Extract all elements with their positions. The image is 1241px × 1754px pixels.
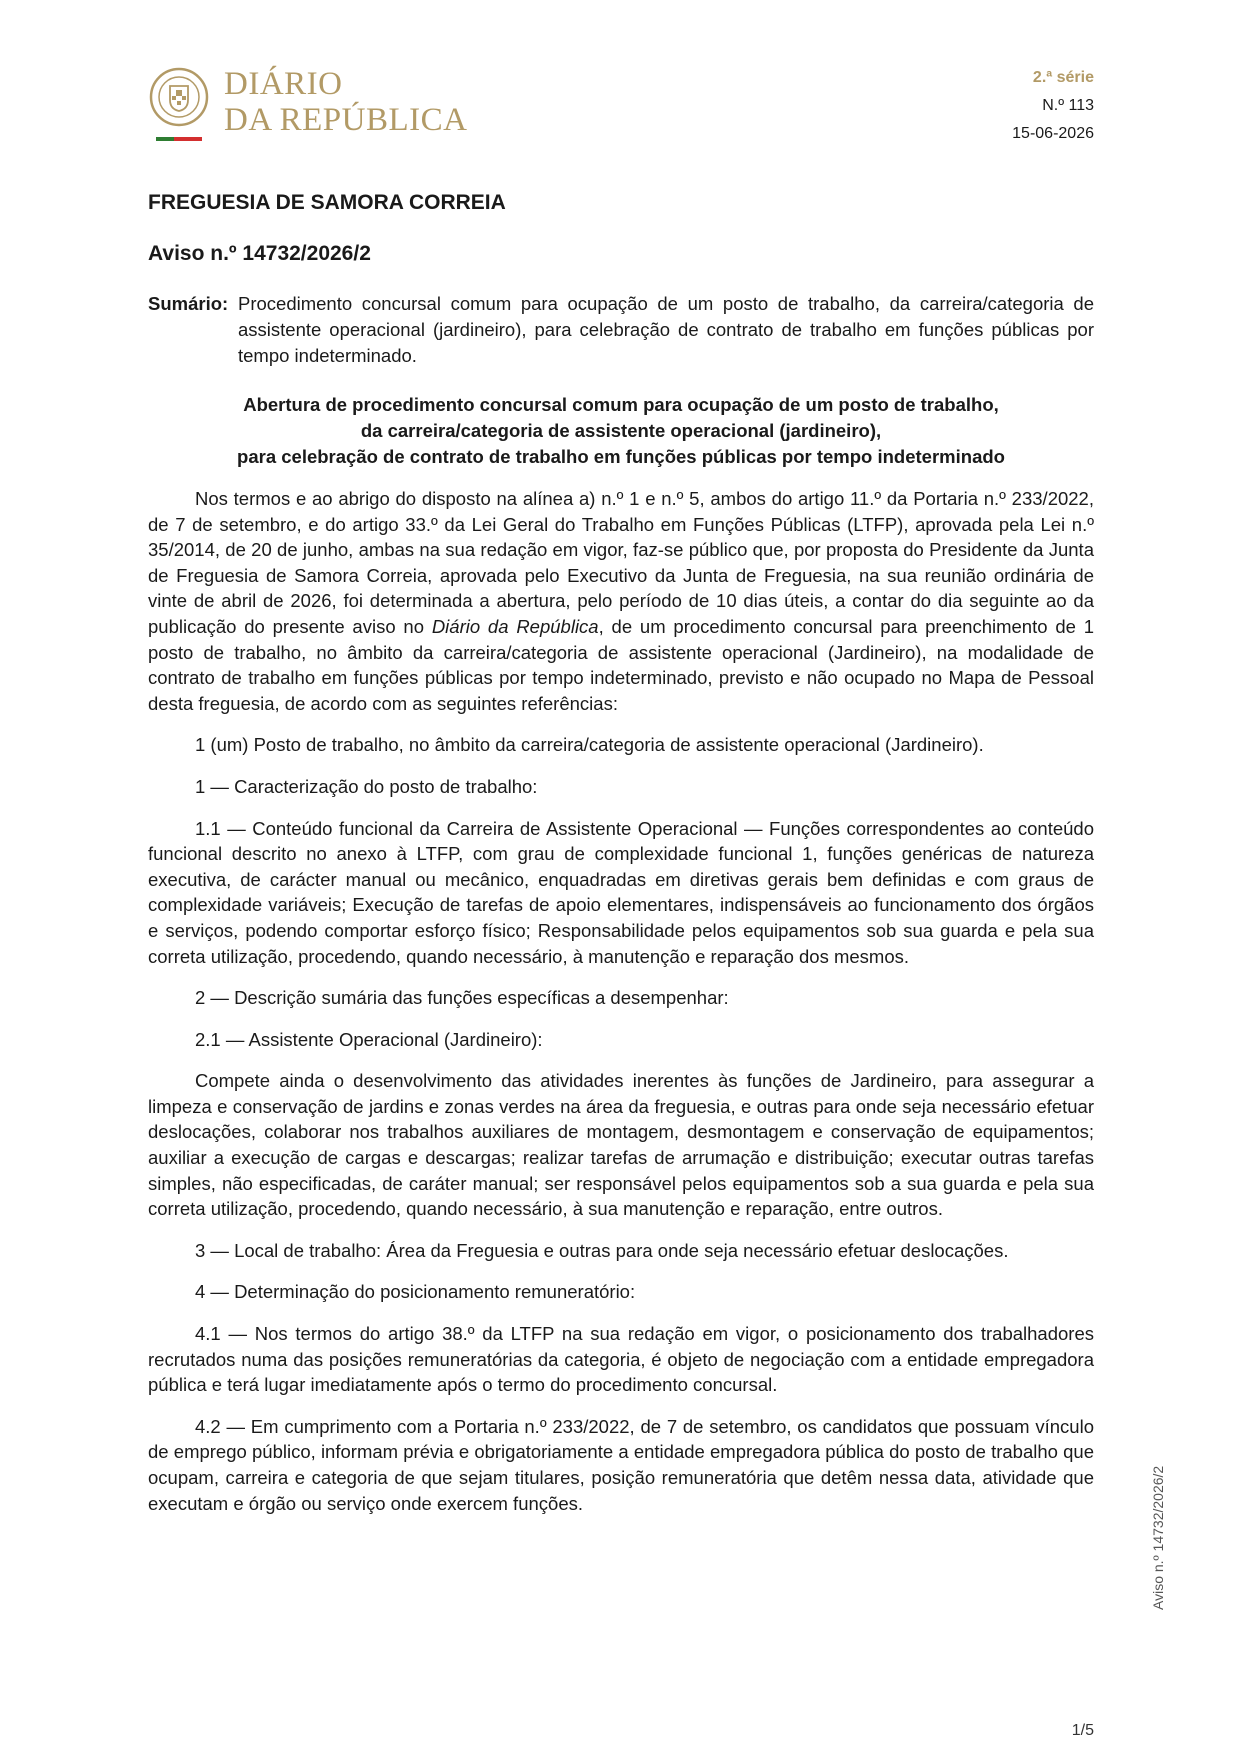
document-body: [148, 486, 1094, 1532]
publication-meta: [1012, 64, 1094, 148]
paragraph: 4.1 — Nos termos do artigo 38.º da LTFP na sua redação em vigor, o posicionamento dos trabalhadores recrutados numa das posições remuneratórias da categoria, é objeto de negociação com a entidade empregadora pública e terá lugar imediatamente após o termo do procedimento concursal.: [148, 1323, 1094, 1396]
logo-line-2: DA REPÚBLICA: [224, 102, 468, 138]
heading-line-3: para celebração de contrato de trabalho em funções públicas por tempo indeterminado: [237, 446, 1005, 467]
publication-date: 15-06-2026: [1012, 125, 1094, 142]
paragraph: 1.1 — Conteúdo funcional da Carreira de Assistente Operacional — Funções correspondentes ao conteúdo funcional descrito no anexo à LTFP, com grau de complexidade funcional 1, funções genéricas de natureza executiva, de carácter manual ou mecânico, enquadradas em diretivas gerais bem definidas e com graus de complexidade variáveis; Execução de tarefas de apoio elementares, indispensáveis ao funcionamento dos órgãos e serviços, podendo comportar esforço físico; Responsabilidade pelos equipamentos sob sua guarda e pela sua correta utilização, procedendo, quando necessário, à manutenção e reparação dos mesmos.: [148, 817, 1094, 967]
summary-text: Procedimento concursal comum para ocupação de um posto de trabalho, da carreira/categoria de assistente operacional (jardineiro), para celebração de contrato de trabalho em funções públicas por tempo indeterminado.: [238, 293, 1094, 366]
paragraph: 1 (um) Posto de trabalho, no âmbito da carreira/categoria de assistente operacional (Jardineiro).: [195, 734, 984, 756]
heading-line-1: Abertura de procedimento concursal comum para ocupação de um posto de trabalho,: [243, 394, 999, 415]
paragraph: 1 — Caracterização do posto de trabalho:: [195, 775, 538, 797]
logo-line-1: DIÁRIO: [224, 66, 343, 102]
issue-number: N.º 113: [1042, 97, 1094, 114]
summary-block: [148, 291, 1094, 369]
paragraph: 2.1 — Assistente Operacional (Jardineiro):: [195, 1028, 543, 1050]
paragraph: 4.2 — Em cumprimento com a Portaria n.º 233/2022, de 7 de setembro, os candidatos que possuam vínculo de emprego público, informam prévia e obrigatoriamente a entidade empregadora pública do posto de trabalho que ocupam, carreira e categoria de que sejam titulares, posição remuneratória que detêm nessa data, atividade que executam e órgão ou serviço onde exercem funções.: [148, 1415, 1094, 1514]
page-number: 1/5: [1071, 1722, 1094, 1739]
summary-label: Sumário:: [148, 293, 229, 314]
side-reference: Aviso n.º 14732/2026/2: [1150, 1465, 1166, 1610]
paragraph: Compete ainda o desenvolvimento das atividades inerentes às funções de Jardineiro, para assegurar a limpeza e conservação de jardins e zonas verdes na área da freguesia, e outras para onde seja necessário efetuar deslocações, colaborar nos trabalhos auxiliares de montagem, desmontagem e conservação de equipamentos; auxiliar a execução de cargas e descargas; realizar tarefas de arrumação e distribuição; executar outras tarefas simples, não especificadas, de caráter manual; ser responsável pelos equipamentos sob a sua guarda e pela sua correta utilização, procedendo, quando necessário, à sua manutenção e reparação, entre outros.: [148, 1070, 1094, 1220]
aviso-number: Aviso n.º 14732/2026/2: [148, 242, 371, 265]
organization-title: FREGUESIA DE SAMORA CORREIA: [148, 191, 506, 214]
diario-italic: Diário da República: [431, 615, 599, 637]
logo-wordmark: [224, 66, 467, 138]
paragraph: 4 — Determinação do posicionamento remuneratório:: [195, 1281, 636, 1303]
coat-of-arms-icon: [148, 66, 210, 128]
notice-heading: [148, 392, 1094, 470]
intro-paragraph: Nos termos e ao abrigo do disposto na alínea a) n.º 1 e n.º 5, ambos do artigo 11.º da Portaria n.º 233/2022, de 7 de setembro, e do artigo 33.º da Lei Geral do Trabalho em Funções Públicas (LTFP), aprovada pela Lei n.º 35/2014, de 20 de junho, ambas na sua redação em vigor, faz-se público que, por proposta do Presidente da Junta de Freguesia de Samora Correia, aprovada pelo Executivo da Junta de Freguesia, na sua reunião ordinária de vinte de abril de 2026, foi determinada a abertura, pelo período de 10 dias úteis, a contar do dia seguinte ao da publicação do presente aviso no Diário da República, de um procedimento concursal para preenchimento de 1 posto de trabalho, no âmbito da carreira/categoria de assistente operacional (Jardineiro), na modalidade de contrato de trabalho em funções públicas por tempo indeterminado, previsto e não ocupado no Mapa de Pessoal desta freguesia, de acordo com as seguintes referências:: [148, 488, 1094, 714]
paragraph: 2 — Descrição sumária das funções específicas a desempenhar:: [195, 987, 729, 1009]
heading-line-2: da carreira/categoria de assistente operacional (jardineiro),: [360, 420, 882, 441]
serie-label: 2.ª série: [1032, 69, 1094, 86]
paragraph: 3 — Local de trabalho: Área da Freguesia e outras para onde seja necessário efetuar deslocações.: [195, 1239, 1009, 1261]
flag-stripe: [156, 137, 202, 141]
